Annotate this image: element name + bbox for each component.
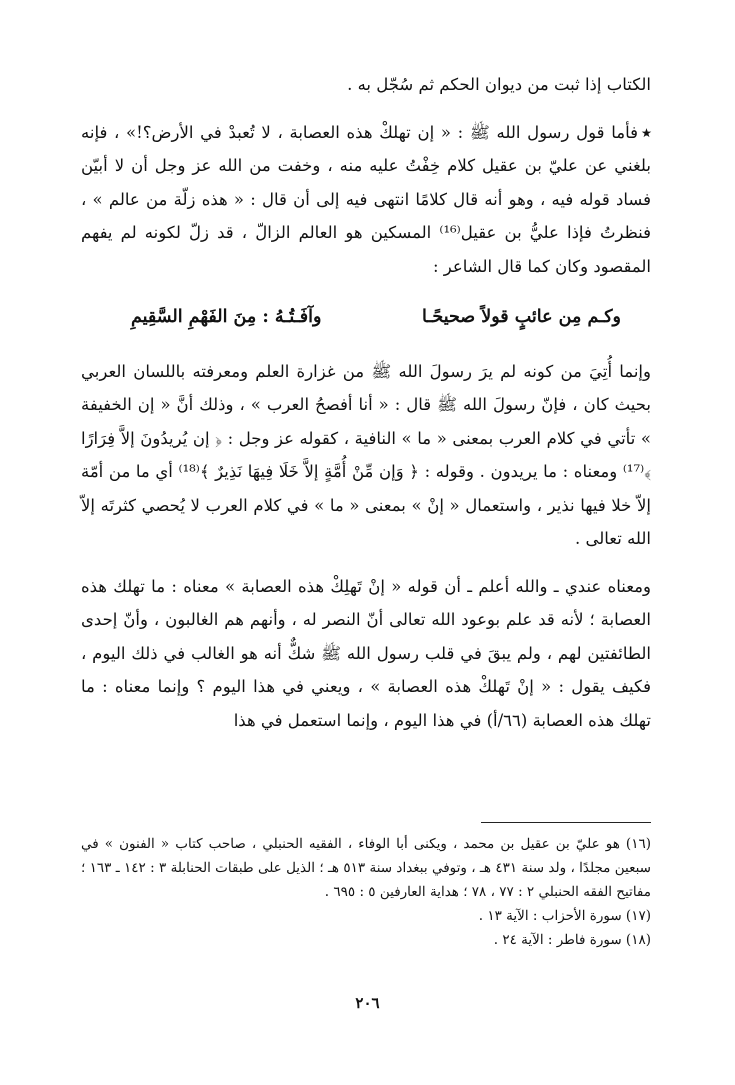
footnote-17: (١٧) سورة الأحزاب : الآية ١٣ . — [478, 908, 651, 924]
paragraph-hadith-discussion — [81, 116, 651, 284]
paragraph-hadith-text: فأما قول رسول الله ﷺ : « إن تهلكْ هذه العصابة ، لا تُعبدْ في الأرض؟!» ، فإنه بلغني عن عليّ بن عقيل كلام خِفْتُ عليه منه ، وخفت من الله عز وجل أن لا أبيّن فساد قوله فيه ، وهو أنه قال كلامًا انتهى فيه إلى أن قال : « هذه زلّة من عالم » ، فنظرتُ فإذا عليُّ بن عقيل⁽¹⁶⁾ المسكين هو العالم الزالّ ، قد زلّ لكونه لم يفهم المقصود وكان كما قال الشاعر : — [81, 122, 651, 276]
poetry-verse — [81, 301, 651, 335]
verse-first-hemistich: وكـم مِن عائبٍ قولاً صحيحًـا — [421, 307, 621, 327]
main-text — [81, 68, 651, 737]
paragraph-arabic-usage: وإنما أُتِيَ من كونه لم يرَ رسولَ الله ﷺ من غزارة العلم ومعرفته باللسان العربي بحيث كان ، فإنّ رسولَ الله ﷺ قال : « أنا أفصحُ العرب » ، وذلك أنَّ « إن الخفيفة » تأتي في كلام العرب بمعنى « ما » النافية ، كقوله عز وجل : ﴿ إن يُريدُونَ إلاَّ فِرَارًا ﴾⁽¹⁷⁾ ومعناه : ما يريدون . وقوله : ﴿ وَإن مِّنْ أُمَّةٍ إلاَّ خَلَا فِيهَا نَذِيرٌ ﴾⁽¹⁸⁾ أي ما من أمّة إلاّ خلا فيها نذير ، واستعمال « إنْ » بمعنى « ما » في كلام العرب لا يُحصي كثرتَه إلاّ الله تعالى . — [81, 361, 651, 548]
paragraph-meaning: ومعناه عندي ـ والله أعلم ـ أن قوله « إنْ تَهلِكْ هذه العصابة » معناه : ما تهلك هذه العصابة ؛ لأنه قد علم بوعود الله تعالى أنّ النصر له ، وأنهم هم الغالبون ، وأنّ إحدى الطائفتين لهم ، ولم يبقَ في قلب رسول الله ﷺ شكٌّ أنه هو الغالب في ذلك اليوم ، فكيف يقول : « إنْ تَهلكْ هذه العصابة » ، ويعني في هذا اليوم ؟ وإنما معناه : ما تهلك هذه العصابة (٦٦/أ) في هذا اليوم ، وإنما استعمل في هذا — [81, 576, 651, 730]
paragraph-continuation: الكتاب إذا ثبت من ديوان الحكم ثم سُجّل به . — [347, 75, 651, 94]
footnotes — [81, 832, 651, 952]
footnote-16: (١٦) هو عليّ بن عقيل بن محمد ، ويكنى أبا الوفاء ، الفقيه الحنبلي ، صاحب كتاب « الفنون » في سبعين مجلدًا ، ولد سنة ٤٣١ هـ ، وتوفي ببغداد سنة ٥١٣ هـ ؛ الذيل على طبقات الحنابلة ٣ : ١٤٢ ـ ١٦٣ ؛ مفاتيح الفقه الحنبلي ٢ : ٧٧ ، ٧٨ ؛ هداية العارفين ٥ : ٦٩٥ . — [81, 836, 651, 900]
page-number: ٢٠٦ — [355, 994, 380, 1012]
footnote-divider — [481, 822, 651, 823]
bullet-marker: ٭ — [642, 122, 651, 142]
footnote-18: (١٨) سورة فاطر : الآية ٢٤ . — [493, 932, 651, 948]
verse-second-hemistich: وآفَـتُـهُ : مِنَ الفَهْمِ السَّقِيمِ — [131, 307, 322, 327]
